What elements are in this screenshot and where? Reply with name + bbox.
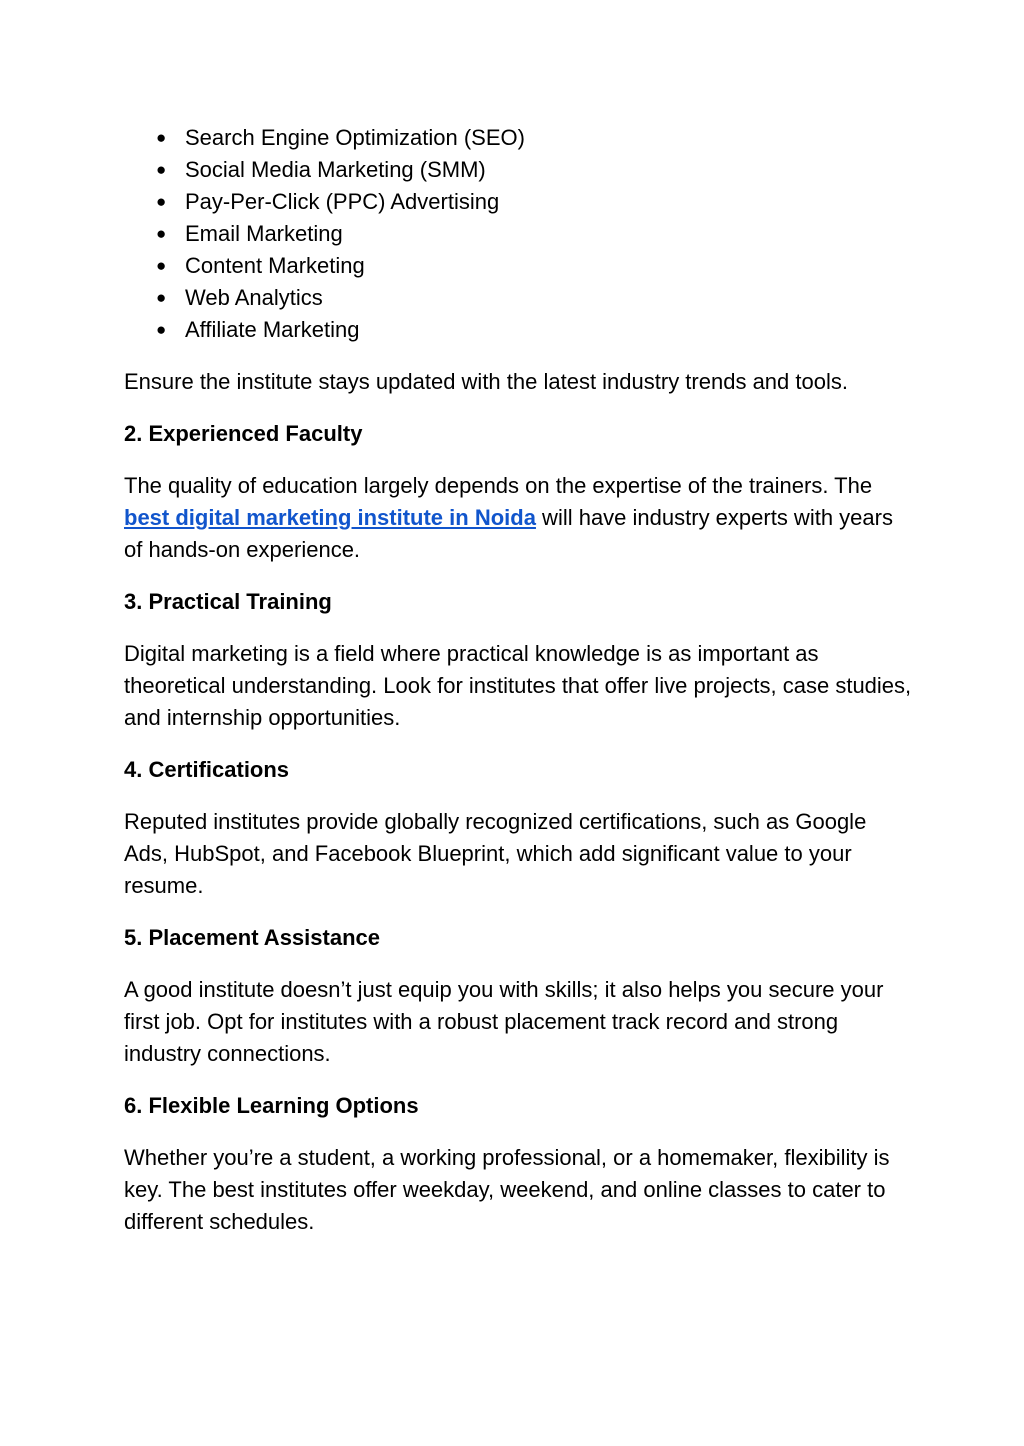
institute-link[interactable]: best digital marketing institute in Noida	[124, 505, 536, 530]
section-heading-practical-training: 3. Practical Training	[124, 589, 332, 614]
list-item	[124, 186, 914, 218]
bullet-icon: ●	[156, 192, 167, 211]
bullet-icon: ●	[156, 320, 167, 339]
section-body-practical-training: Digital marketing is a field where practical knowledge is as important as theoretical understanding. Look for institutes that offer live projects, case studies, and internship opportunities.	[124, 641, 912, 730]
bullet-icon: ●	[156, 288, 167, 307]
bullet-icon: ●	[156, 128, 167, 147]
bullet-icon: ●	[156, 256, 167, 275]
section-heading-placement: 5. Placement Assistance	[124, 925, 380, 950]
section-body-placement: A good institute doesn’t just equip you with skills; it also helps you secure your first job. Opt for institutes with a robust placement track record and strong industry connections.	[124, 977, 884, 1066]
list-item	[124, 314, 914, 346]
section-heading-certifications: 4. Certifications	[124, 757, 290, 782]
list-item-label: Email Marketing	[185, 221, 343, 246]
list-item-label: Web Analytics	[185, 285, 323, 310]
section-body-certifications: Reputed institutes provide globally recognized certifications, such as Google Ads, HubSpot, and Facebook Blueprint, which add significant value to your resume.	[124, 809, 867, 898]
section-body-flexible-learning: Whether you’re a student, a working professional, or a homemaker, flexibility is key. The best institutes offer weekday, weekend, and online classes to cater to different schedules.	[124, 1145, 890, 1234]
section-heading-flexible-learning: 6. Flexible Learning Options	[124, 1093, 419, 1118]
list-item	[124, 282, 914, 314]
list-item	[124, 122, 914, 154]
faculty-text-after-link: will have industry experts with years of hands-on experience.	[124, 505, 893, 562]
list-item-label: Affiliate Marketing	[185, 317, 360, 342]
section-heading-faculty: 2. Experienced Faculty	[124, 421, 363, 446]
bullet-icon: ●	[156, 160, 167, 179]
list-item	[124, 250, 914, 282]
list-item-label: Pay-Per-Click (PPC) Advertising	[185, 189, 500, 214]
intro-paragraph: Ensure the institute stays updated with the latest industry trends and tools.	[124, 369, 848, 394]
document-page	[124, 122, 914, 1238]
list-item	[124, 218, 914, 250]
list-item	[124, 154, 914, 186]
list-item-label: Content Marketing	[185, 253, 365, 278]
bullet-icon: ●	[156, 224, 167, 243]
services-list	[124, 122, 914, 346]
section-body-faculty	[124, 470, 914, 566]
list-item-label: Search Engine Optimization (SEO)	[185, 125, 525, 150]
faculty-text-before-link: The quality of education largely depends on the expertise of the trainers. The	[124, 473, 873, 498]
list-item-label: Social Media Marketing (SMM)	[185, 157, 486, 182]
